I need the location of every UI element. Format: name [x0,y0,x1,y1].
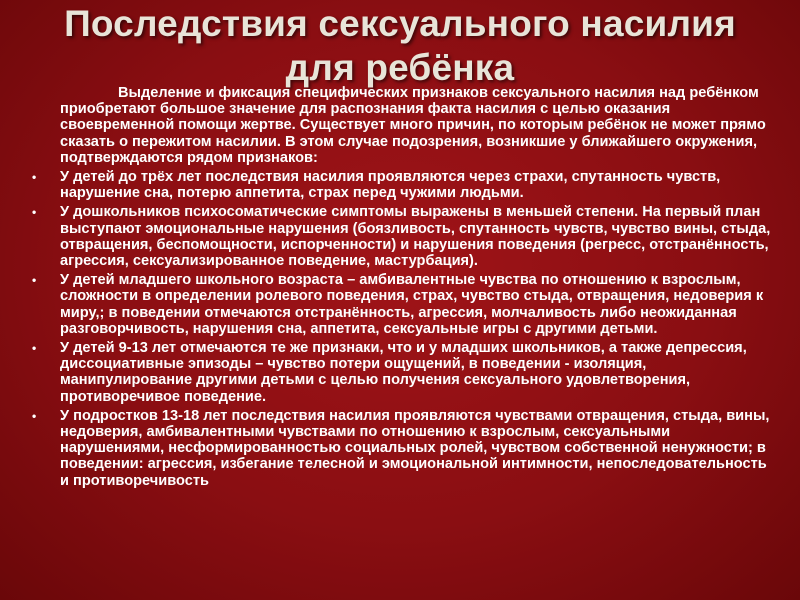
bullet-item [32,169,777,201]
bullet-text: У детей младшего школьного возраста – амбивалентные чувства по отношению к взрослым, сложности в определении ролевого поведения, страх, чувство стыда, отвращения, недоверия к миру,; в поведении отмечаются отстранённость, агрессия, молчаливость либо неожиданная разговорчивость, нарушения сна, аппетита, сексуальные игры с другими детьми. [60,272,764,337]
title-line-1: Последствия сексуального насилия [64,3,736,44]
bullet-dot-icon: • [32,408,37,423]
bullet-dot-icon: • [32,205,37,220]
bullet-text: У детей 9-13 лет отмечаются те же признаки, что и у младших школьников, а также депрессия, диссоциативные эпизоды – чувство потери ощущений, в поведении - изоляция, манипулирование другими детьми с целью получения сексуального удовлетворения, противоречивое поведение. [60,340,747,405]
bullet-list [32,169,777,489]
bullet-item [32,408,777,489]
intro-paragraph: Выделение и фиксация специфических признаков сексуального насилия над ребёнком приобретают большое значение для распознания факта насилия с целью оказания своевременной помощи жертве. Существует много причин, по которым ребёнок не может прямо сказать о пережитом насилии. В этом случае подозрения, возникшие у ближайшего окружения, подтверждаются рядом признаков: [60,85,766,166]
bullet-item [32,204,777,269]
bullet-text: У дошкольников психосоматические симптомы выражены в меньшей степени. На первый план выступают эмоциональные нарушения (боязливость, спутанность чувств, чувство вины, стыда, отвращения, беспомощности, испорченности) и нарушения поведения (регресс, отстранённость, агрессия, сексуализированное поведение, мастурбация). [60,204,771,270]
slide-title [40,2,760,90]
bullet-text: У подростков 13-18 лет последствия насилия проявляются чувствами отвращения, стыда, вины, недоверия, амбивалентными чувствами по отношению к взрослым, сексуальными нарушениями, несформированностью социальных ролей, чувством собственной ненужности; в поведении: агрессия, избегание телесной и эмоциональной интимности, непоследовательность и противоречивость [60,407,770,489]
bullet-dot-icon: • [32,341,37,356]
bullet-dot-icon: • [32,170,37,185]
bullet-item [32,340,777,405]
slide-body [32,85,777,489]
bullet-dot-icon: • [32,273,37,288]
bullet-item [32,272,777,337]
title-line-2: для ребёнка [285,47,515,88]
bullet-text: У детей до трёх лет последствия насилия проявляются через страхи, спутанность чувств, нарушение сна, потерю аппетита, страх перед чужими людьми. [60,169,721,202]
